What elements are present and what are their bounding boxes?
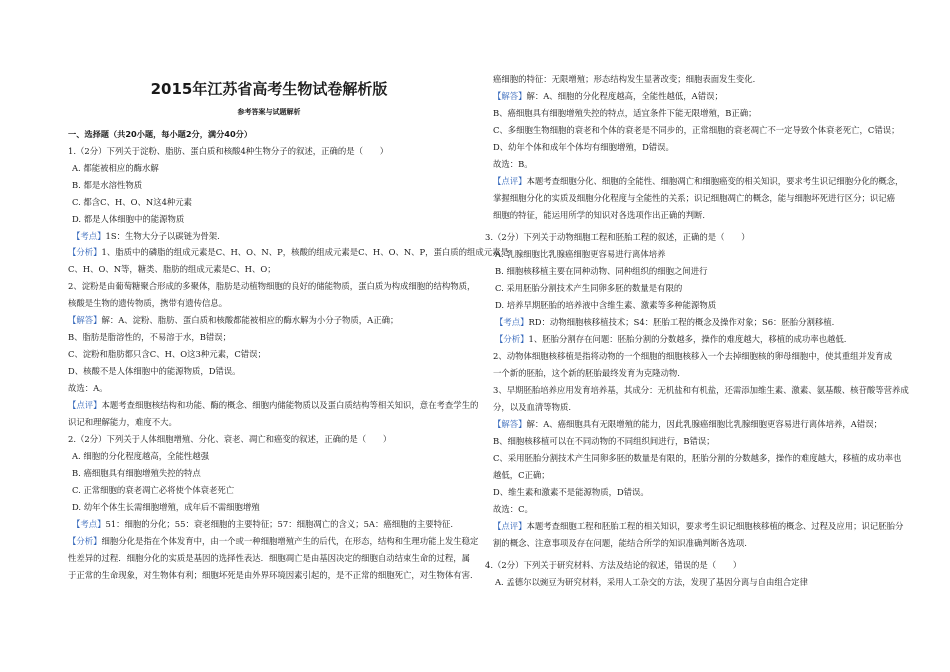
- line-text: B、脂肪是脂溶性的，不易溶于水，B错误；: [68, 332, 232, 342]
- line-text: 故选：C。: [493, 504, 533, 514]
- line-text: 本题考查细胞分化、细胞的全能性、细胞凋亡和细胞癌变的相关知识，要求考生识记细胞分化的概念，: [526, 176, 904, 186]
- right-text-line: [493, 401, 571, 413]
- line-text: 1、胚胎分割存在问题：胚胎分割的分数越多，操作的难度越大，移植的成功率也越低.: [528, 334, 847, 344]
- left-text-line: [68, 382, 108, 394]
- line-text: B、细胞核移植可以在不同动物的不同组织间进行，B错误；: [493, 436, 715, 446]
- right-text-line: [495, 265, 707, 277]
- section-tag: 【点评】: [493, 176, 527, 186]
- right-text-line: [495, 333, 846, 345]
- right-text-line: [495, 576, 808, 588]
- line-text: 越低，C正确；: [493, 470, 550, 480]
- left-text-line: [72, 450, 209, 462]
- line-text: 本题考查细胞核结构和功能、酶的概念、细胞内储能物质以及蛋白质结构等相关知识，意在考查学生的: [101, 400, 479, 410]
- line-text: 于正常的生命现象，对生物体有利；细胞坏死是由外界环境因素引起的，是不正常的细胞死亡，对生物体有害．: [68, 570, 479, 580]
- line-text: 2.（2分）下列关于人体细胞增殖、分化、衰老、凋亡和癌变的叙述，正确的是（ ）: [68, 434, 392, 444]
- left-text-line: [72, 196, 192, 208]
- line-text: B. 细胞核移植主要在同种动物、同种组织的细胞之间进行: [495, 266, 708, 276]
- line-text: 解：A、淀粉、脂肪、蛋白质和核酸都能被相应的酶水解为小分子物质，A正确；: [101, 315, 399, 325]
- line-text: D. 培养早期胚胎的培养液中含维生素、激素等多种能源物质: [495, 300, 717, 310]
- line-text: 识记和理解能力，难度不大。: [68, 417, 177, 427]
- line-text: 本题考查细胞工程和胚胎工程的相关知识，要求考生识记细胞核移植的概念、过程及应用；识记胚胎分: [526, 521, 904, 531]
- left-text-line: [68, 297, 227, 309]
- right-text-line: [493, 158, 533, 170]
- line-text: A. 都能被相应的酶水解: [72, 163, 159, 173]
- right-text-line: [495, 248, 666, 260]
- document-title: 2015年江苏省高考生物试卷解析版: [150, 80, 388, 98]
- right-text-line: [493, 124, 899, 136]
- left-text-line: [68, 263, 276, 275]
- right-text-line: [493, 418, 882, 430]
- line-text: 3.（2分）下列关于动物细胞工程和胚胎工程的叙述，正确的是（ ）: [485, 232, 750, 242]
- right-text-line: [493, 384, 909, 396]
- right-text-line: [495, 282, 682, 294]
- line-text: A. 乳腺细胞比乳腺癌细胞更容易进行离体培养: [495, 249, 666, 259]
- left-text-line: [68, 348, 266, 360]
- section-tag: 【分析】: [68, 536, 102, 546]
- left-text-line: [68, 569, 478, 581]
- left-text-line: [72, 467, 201, 479]
- line-text: 割的概念、注意事项及存在问题，能结合所学的知识准确判断各选项.: [493, 538, 747, 548]
- right-text-line: [493, 486, 649, 498]
- line-text: B、癌细胞具有细胞增殖失控的特点，适宜条件下能无限增殖，B正确；: [493, 108, 757, 118]
- line-text: 细胞分化是指在个体发育中，由一个或一种细胞增殖产生的后代，在形态，结构和生理功能上发生稳定: [101, 536, 479, 546]
- left-text-line: [72, 518, 453, 530]
- left-text-line: [72, 484, 234, 496]
- right-text-line: [493, 209, 711, 221]
- line-text: 2、淀粉是由葡萄糖聚合形成的多聚体，脂肪是动植物细胞的良好的储能物质，蛋白质为构成细胞的结构物质，: [68, 281, 476, 291]
- line-text: C. 正常细胞的衰老凋亡必将使个体衰老死亡: [72, 485, 235, 495]
- left-text-line: [68, 416, 177, 428]
- line-text: C. 采用胚胎分割技术产生同卵多胚的数量是有限的: [495, 283, 683, 293]
- line-text: A. 细胞的分化程度越高，全能性越强: [72, 451, 209, 461]
- right-text-line: [495, 316, 834, 328]
- section-tag: 【解答】: [493, 419, 527, 429]
- section-tag: 【点评】: [68, 400, 102, 410]
- section-tag: 【考点】: [495, 317, 529, 327]
- right-text-line: [493, 503, 533, 515]
- right-text-line: [493, 90, 723, 102]
- left-text-line: [68, 128, 252, 140]
- right-text-line: [493, 141, 674, 153]
- line-text: 解：A、癌细胞具有无限增殖的能力，因此乳腺癌细胞比乳腺细胞更容易进行离体培养，A错误；: [526, 419, 882, 429]
- section-tag: 【分析】: [495, 334, 529, 344]
- line-text: D. 幼年个体生长需细胞增殖，成年后不需细胞增殖: [72, 502, 260, 512]
- section-tag: 【分析】: [68, 247, 102, 257]
- left-text-line: [68, 399, 478, 411]
- line-text: D、维生素和激素不是能源物质，D错误。: [493, 487, 649, 497]
- right-text-line: [493, 537, 747, 549]
- left-text-line: [68, 552, 470, 564]
- line-text: B. 都是水溶性物质: [72, 180, 143, 190]
- line-text: 4.（2分）下列关于研究材料、方法及结论的叙述，错误的是（ ）: [485, 560, 742, 570]
- document-subtitle: 参考答案与试题解析: [237, 108, 301, 116]
- right-text-line: [493, 350, 892, 362]
- section-tag: 【考点】: [72, 231, 106, 241]
- section-tag: 【解答】: [493, 91, 527, 101]
- line-text: 51：细胞的分化；55：衰老细胞的主要特征；57：细胞凋亡的含义；5A：癌细胞的主要特征.: [105, 519, 454, 529]
- line-text: 故选：A。: [68, 383, 108, 393]
- line-text: 癌细胞的特征：无限增殖；形态结构发生显著改变；细胞表面发生变化．: [493, 74, 761, 84]
- right-text-line: [485, 559, 741, 571]
- right-text-line: [493, 192, 895, 204]
- line-text: RD：动物细胞核移植技术；S4：胚胎工程的概念及操作对象；S6：胚胎分割移植.: [528, 317, 835, 327]
- line-text: 细胞的特征，能运用所学的知识对各选项作出正确的判断．: [493, 210, 711, 220]
- section-tag: 【解答】: [68, 315, 102, 325]
- right-text-line: [493, 452, 901, 464]
- line-text: D、核酸不是人体细胞中的能源物质，D错误。: [68, 366, 241, 376]
- line-text: 一个新的胚胎，这个新的胚胎最终发育为克隆动物.: [493, 368, 680, 378]
- line-text: 性差异的过程．细胞分化的实质是基因的选择性表达．细胞凋亡是由基因决定的细胞自动结束生命的过程，属: [68, 553, 470, 563]
- right-text-line: [493, 469, 550, 481]
- section-tag: 【点评】: [493, 521, 527, 531]
- line-text: 1.（2分）下列关于淀粉、脂肪、蛋白质和核酸4种生物分子的叙述，正确的是（ ）: [68, 146, 389, 156]
- right-text-line: [493, 520, 903, 532]
- line-text: 掌握细胞分化的实质及细胞分化程度与全能性的关系；识记细胞凋亡的概念，能与细胞坏死进行区分；识记癌: [493, 193, 895, 203]
- line-text: 2、动物体细胞核移植是指将动物的一个细胞的细胞核移入一个去掉细胞核的卵母细胞中，使其重组并发育成: [493, 351, 892, 361]
- line-text: 故选：B。: [493, 159, 533, 169]
- left-text-line: [68, 433, 391, 445]
- line-text: C、淀粉和脂肪都只含C、H、O这3种元素，C错误；: [68, 349, 266, 359]
- line-text: C、H、O、N等，糖类、脂肪的组成元素是C、H、O；: [68, 264, 276, 274]
- line-text: D、幼年个体和成年个体均有细胞增殖，D错误。: [493, 142, 674, 152]
- left-text-line: [68, 145, 388, 157]
- left-text-line: [68, 331, 231, 343]
- line-text: D. 都是人体细胞中的能源物质: [72, 214, 185, 224]
- line-text: C、采用胚胎分割技术产生同卵多胚的数量是有限的，胚胎分割的分数越多，操作的难度越大，移植的成功率也: [493, 453, 902, 463]
- line-text: 解：A、细胞的分化程度越高，全能性越低，A错误；: [526, 91, 723, 101]
- left-text-line: [72, 213, 184, 225]
- line-text: 1S：生物大分子以碳链为骨架.: [105, 231, 220, 241]
- line-text: C、多细胞生物细胞的衰老和个体的衰老是不同步的，正常细胞的衰老凋亡不一定导致个体衰老死亡，C错误；: [493, 125, 900, 135]
- right-text-line: [493, 367, 680, 379]
- line-text: 3、早期胚胎培养应用发育培养基，其成分：无机盐和有机盐，还需添加维生素、激素、氨基酸、核苷酸等营养成: [493, 385, 909, 395]
- line-text: A. 孟德尔以豌豆为研究材料，采用人工杂交的方法，发现了基因分离与自由组合定律: [495, 577, 808, 587]
- right-text-line: [493, 73, 761, 85]
- right-text-line: [493, 435, 715, 447]
- left-text-line: [68, 314, 398, 326]
- line-text: B. 癌细胞具有细胞增殖失控的特点: [72, 468, 201, 478]
- line-text: C. 都含C、H、O、N这4种元素: [72, 197, 193, 207]
- left-text-line: [72, 179, 142, 191]
- left-text-line: [72, 230, 220, 242]
- left-text-line: [68, 246, 509, 258]
- section-tag: 【考点】: [72, 519, 106, 529]
- left-text-line: [68, 365, 241, 377]
- right-text-line: [495, 299, 716, 311]
- line-text: 1、脂质中的磷脂的组成元素是C、H、O、N、P，核酸的组成元素是C、H、O、N、P，蛋白质的组成元素是: [101, 247, 509, 257]
- right-text-line: [493, 175, 903, 187]
- right-text-line: [493, 107, 757, 119]
- left-text-line: [72, 501, 260, 513]
- line-text: 一、选择题（共20小题，每小题2分，满分40分）: [68, 129, 253, 139]
- line-text: 分，以及血清等物质.: [493, 402, 572, 412]
- left-text-line: [72, 162, 159, 174]
- right-text-line: [485, 231, 750, 243]
- left-text-line: [68, 280, 475, 292]
- line-text: 核酸是生物的遗传物质，携带有遗传信息。: [68, 298, 228, 308]
- left-text-line: [68, 535, 478, 547]
